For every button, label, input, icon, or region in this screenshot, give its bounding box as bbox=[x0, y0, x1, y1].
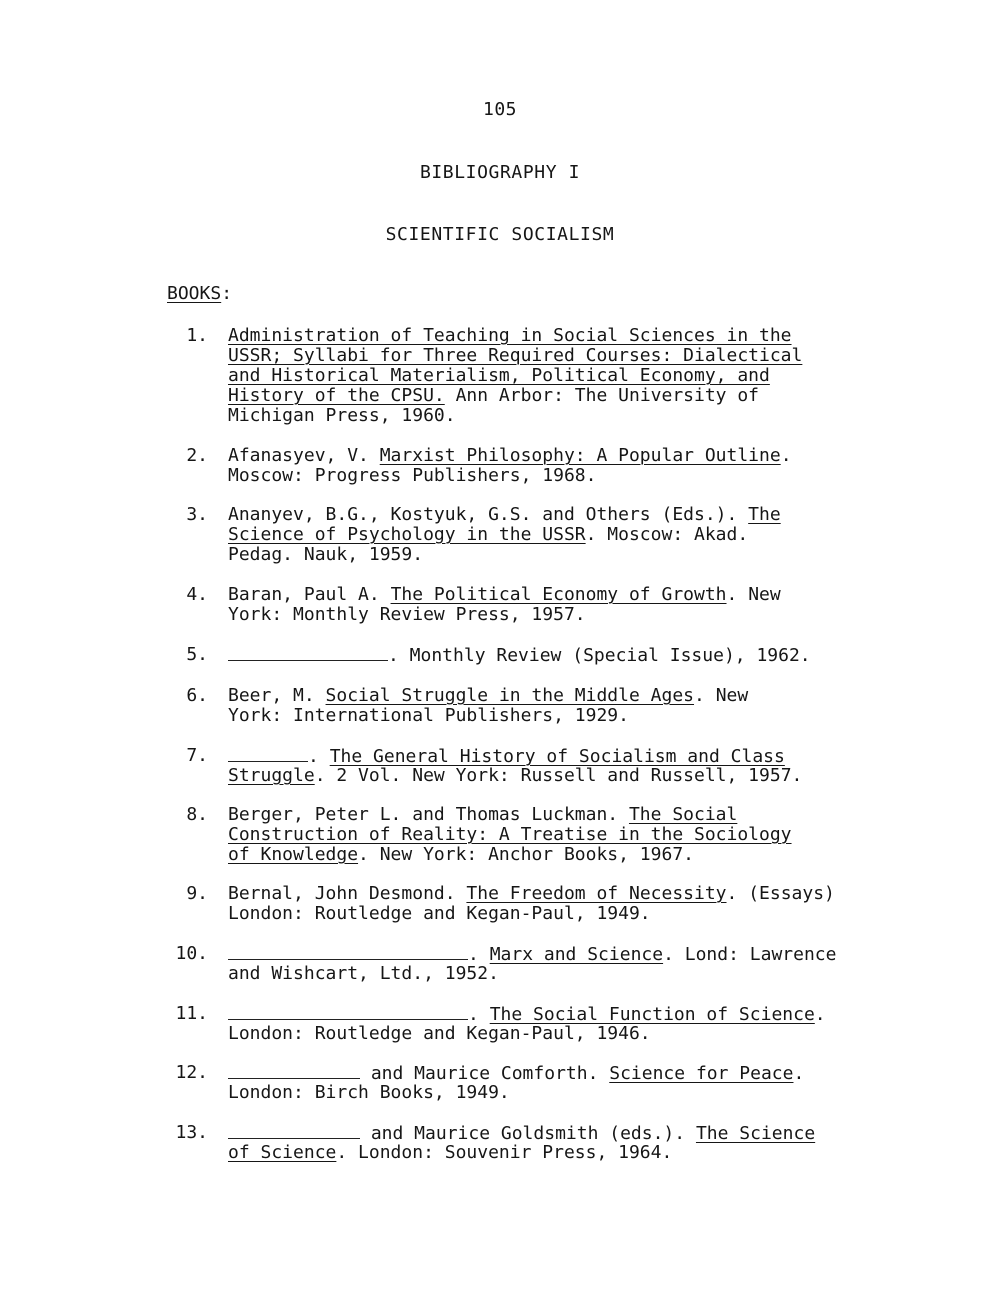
page-number: 105 bbox=[482, 99, 517, 120]
ditto-blank-line bbox=[228, 1123, 360, 1139]
entry-number: 10. bbox=[175, 943, 208, 964]
entry-segment: . bbox=[793, 1063, 805, 1084]
entry-line bbox=[228, 904, 928, 924]
entry-line bbox=[228, 466, 928, 486]
entry-number: 9. bbox=[186, 883, 208, 904]
entry-line bbox=[228, 505, 928, 525]
ditto-blank-line bbox=[228, 746, 308, 762]
entry-title-segment: The Freedom of Necessity bbox=[466, 883, 727, 904]
entry-number: 6. bbox=[186, 685, 208, 706]
entry-segment: . bbox=[814, 1004, 826, 1025]
entry-line bbox=[228, 1083, 928, 1103]
entry-segment: Pedag. Nauk, 1959. bbox=[228, 544, 424, 565]
entry-title-segment: The Social bbox=[628, 804, 738, 825]
entry-text bbox=[228, 1063, 928, 1103]
entry-segment: Bernal, John Desmond. bbox=[228, 883, 467, 904]
section-label-colon: : bbox=[221, 283, 233, 304]
entry-segment: . New bbox=[694, 685, 749, 706]
entry-number: 1. bbox=[186, 325, 208, 346]
entry-title-segment: of Knowledge bbox=[228, 844, 359, 865]
ditto-blank-line bbox=[228, 944, 468, 960]
entry-segment: Baran, Paul A. bbox=[228, 584, 391, 605]
entry-number: 5. bbox=[186, 644, 208, 665]
entry-segment: . bbox=[468, 944, 490, 965]
entry-text bbox=[228, 446, 928, 486]
entry-segment: London: Birch Books, 1949. bbox=[228, 1082, 510, 1103]
entry-title-segment: Administration of Teaching in Social Sciences in the bbox=[228, 325, 792, 346]
entry-segment: Ann Arbor: The University of bbox=[444, 385, 760, 406]
entry-line bbox=[228, 346, 928, 366]
entry-segment: and Maurice Goldsmith (eds.). bbox=[360, 1123, 696, 1144]
entry-title-segment: Marxist Philosophy: A Popular Outline bbox=[379, 445, 781, 466]
entry-segment: . Moscow: Akad. bbox=[585, 524, 749, 545]
entry-text bbox=[228, 326, 928, 426]
entry-segment: . bbox=[468, 1004, 490, 1025]
entry-segment: Michigan Press, 1960. bbox=[228, 405, 456, 426]
entry-line bbox=[228, 446, 928, 466]
entry-line bbox=[228, 746, 928, 766]
entry-segment: and Maurice Comforth. bbox=[360, 1063, 610, 1084]
entry-segment: . bbox=[308, 746, 330, 767]
entry-number: 7. bbox=[186, 745, 208, 766]
entry-number: 11. bbox=[175, 1003, 208, 1024]
entry-title-segment: Construction of Reality: A Treatise in the Sociology bbox=[228, 824, 792, 845]
entry-line bbox=[228, 1024, 928, 1044]
entry-segment: and Wishcart, Ltd., 1952. bbox=[228, 963, 499, 984]
entry-line bbox=[228, 386, 928, 406]
ditto-blank-line bbox=[228, 1004, 468, 1020]
entry-line bbox=[228, 845, 928, 865]
entry-title-segment: Science of Psychology in the USSR bbox=[228, 524, 586, 545]
entry-line bbox=[228, 686, 928, 706]
entry-text bbox=[228, 1123, 928, 1163]
entry-line bbox=[228, 706, 928, 726]
entry-title-segment: USSR; Syllabi for Three Required Courses: Dialectical bbox=[228, 345, 803, 366]
entry-title-segment: The Science bbox=[695, 1123, 816, 1144]
entry-line bbox=[228, 766, 928, 786]
entry-text bbox=[228, 746, 928, 786]
entry-title-segment: History of the CPSU. bbox=[228, 385, 445, 406]
entry-line bbox=[228, 1123, 928, 1143]
entry-line bbox=[228, 1143, 928, 1163]
entry-line bbox=[228, 326, 928, 346]
entry-line bbox=[228, 1004, 928, 1024]
entry-line bbox=[228, 944, 928, 964]
entry-number: 2. bbox=[186, 445, 208, 466]
entry-number: 13. bbox=[175, 1122, 208, 1143]
ditto-blank-line bbox=[228, 645, 388, 661]
entry-line bbox=[228, 825, 928, 845]
entry-title-segment: Struggle bbox=[228, 765, 315, 786]
entry-text bbox=[228, 805, 928, 865]
entry-title-segment: Science for Peace bbox=[609, 1063, 794, 1084]
entry-title-segment: The Political Economy of Growth bbox=[390, 584, 727, 605]
entry-line bbox=[228, 964, 928, 984]
entry-segment: . New bbox=[726, 584, 781, 605]
entry-segment: London: Routledge and Kegan-Paul, 1949. bbox=[228, 903, 651, 924]
entry-number: 12. bbox=[175, 1062, 208, 1083]
entry-line bbox=[228, 1063, 928, 1083]
entry-line bbox=[228, 366, 928, 386]
entry-line bbox=[228, 525, 928, 545]
section-label bbox=[167, 284, 232, 304]
entry-title-segment: The bbox=[748, 504, 781, 525]
entry-segment: Ananyev, B.G., Kostyuk, G.S. and Others (Eds.). bbox=[228, 504, 749, 525]
entry-line bbox=[228, 645, 928, 665]
section-label-text: BOOKS bbox=[167, 283, 222, 304]
entry-number: 8. bbox=[186, 804, 208, 825]
entry-line bbox=[228, 406, 928, 426]
entry-number: 4. bbox=[186, 584, 208, 605]
entry-line bbox=[228, 884, 928, 904]
entry-segment: . Monthly Review (Special Issue), 1962. bbox=[388, 645, 811, 666]
entry-segment: . 2 Vol. New York: Russell and Russell, 1957. bbox=[314, 765, 803, 786]
entry-line bbox=[228, 545, 928, 565]
entry-segment: Afanasyev, V. bbox=[228, 445, 380, 466]
entry-text bbox=[228, 686, 928, 726]
entry-segment: . London: Souvenir Press, 1964. bbox=[336, 1142, 673, 1163]
entry-title-segment: of Science bbox=[228, 1142, 337, 1163]
entry-line bbox=[228, 805, 928, 825]
entry-segment: Berger, Peter L. and Thomas Luckman. bbox=[228, 804, 629, 825]
entry-segment: Moscow: Progress Publishers, 1968. bbox=[228, 465, 597, 486]
ditto-blank-line bbox=[228, 1063, 360, 1079]
entry-text bbox=[228, 505, 928, 565]
entry-title-segment: Marx and Science bbox=[489, 944, 664, 965]
entry-title-segment: Social Struggle in the Middle Ages bbox=[325, 685, 695, 706]
entry-segment: . (Essays) bbox=[726, 883, 835, 904]
entry-title-segment: The Social Function of Science bbox=[489, 1004, 815, 1025]
entry-text bbox=[228, 645, 928, 665]
entry-segment: . bbox=[780, 445, 792, 466]
entry-text bbox=[228, 944, 928, 984]
entry-segment: Beer, M. bbox=[228, 685, 326, 706]
entry-title-segment: and Historical Materialism, Political Economy, and bbox=[228, 365, 770, 386]
entry-segment: . New York: Anchor Books, 1967. bbox=[358, 844, 694, 865]
entry-line bbox=[228, 605, 928, 625]
entry-text bbox=[228, 585, 928, 625]
entry-segment: York: International Publishers, 1929. bbox=[228, 705, 629, 726]
entry-segment: . Lond: Lawrence bbox=[663, 944, 837, 965]
entry-segment: York: Monthly Review Press, 1957. bbox=[228, 604, 586, 625]
entry-title-segment: The General History of Socialism and Class bbox=[329, 746, 785, 767]
entry-text bbox=[228, 1004, 928, 1044]
bibliography-title: BIBLIOGRAPHY I bbox=[419, 162, 581, 183]
bibliography-subtitle: SCIENTIFIC SOCIALISM bbox=[385, 224, 615, 245]
entry-segment: London: Routledge and Kegan-Paul, 1946. bbox=[228, 1023, 651, 1044]
entry-line bbox=[228, 585, 928, 605]
entry-text bbox=[228, 884, 928, 924]
entry-number: 3. bbox=[186, 504, 208, 525]
